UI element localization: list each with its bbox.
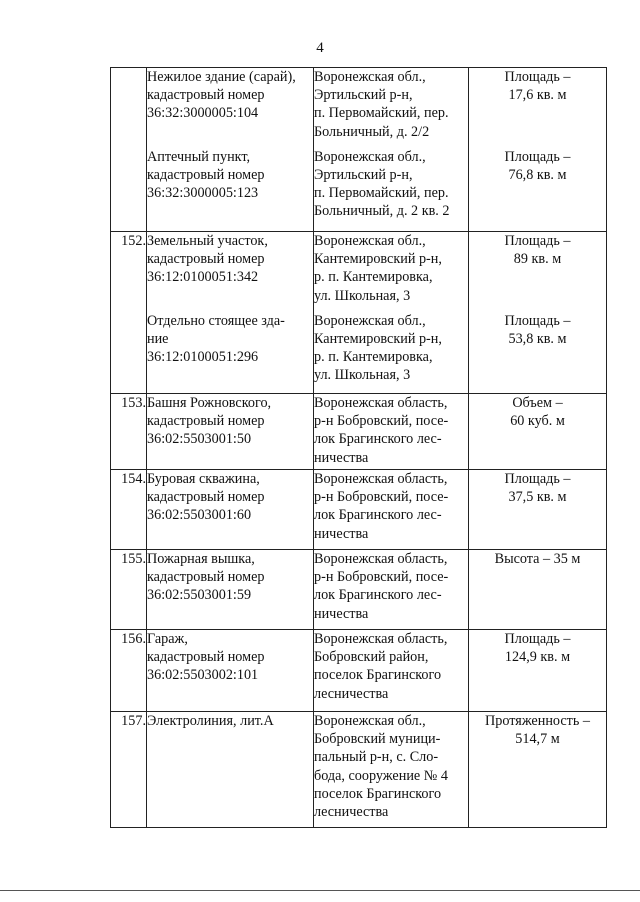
table-row xyxy=(111,312,607,394)
object-address: Воронежская область, Бобровский район, поселок Брагинского лесничества xyxy=(314,630,469,712)
row-number: 152. xyxy=(111,232,147,312)
row-number: 157. xyxy=(111,712,147,828)
object-name: Аптечный пункт, кадастровый номер 36:32:3000005:123 xyxy=(147,148,314,232)
object-address: Воронежская область, р-н Бобровский, посе- лок Брагинского лес- ничества xyxy=(314,550,469,630)
object-address: Воронежская обл., Эртильский р-н, п. Первомайский, пер. Больничный, д. 2/2 xyxy=(314,68,469,148)
object-address: Воронежская область, р-н Бобровский, посе- лок Брагинского лес- ничества xyxy=(314,470,469,550)
object-characteristics: Площадь – 53,8 кв. м xyxy=(469,312,607,394)
object-name: Отдельно стоящее зда- ние 36:12:0100051:296 xyxy=(147,312,314,394)
row-number: 155. xyxy=(111,550,147,630)
property-registry-table xyxy=(110,67,607,828)
object-name: Башня Рожновского, кадастровый номер 36:02:5503001:50 xyxy=(147,394,314,470)
table-row xyxy=(111,630,607,712)
object-address: Воронежская обл., Бобровский муници- пальный р-н, с. Сло- бода, сооружение № 4 поселок Брагинского лесничества xyxy=(314,712,469,828)
object-address: Воронежская обл., Эртильский р-н, п. Первомайский, пер. Больничный, д. 2 кв. 2 xyxy=(314,148,469,232)
object-name: Гараж, кадастровый номер 36:02:5503002:101 xyxy=(147,630,314,712)
object-name: Пожарная вышка, кадастровый номер 36:02:5503001:59 xyxy=(147,550,314,630)
row-number: 156. xyxy=(111,630,147,712)
object-name: Буровая скважина, кадастровый номер 36:02:5503001:60 xyxy=(147,470,314,550)
table-row xyxy=(111,68,607,148)
page-number: 4 xyxy=(316,40,324,56)
table-row xyxy=(111,712,607,828)
object-characteristics: Площадь – 124,9 кв. м xyxy=(469,630,607,712)
object-address: Воронежская область, р-н Бобровский, посе- лок Брагинского лес- ничества xyxy=(314,394,469,470)
table-row xyxy=(111,232,607,312)
object-address: Воронежская обл., Кантемировский р-н, р. п. Кантемировка, ул. Школьная, 3 xyxy=(314,232,469,312)
table-row xyxy=(111,394,607,470)
object-characteristics: Протяженность – 514,7 м xyxy=(469,712,607,828)
row-number xyxy=(111,148,147,232)
object-name: Земельный участок, кадастровый номер 36:12:0100051:342 xyxy=(147,232,314,312)
row-number xyxy=(111,312,147,394)
object-characteristics: Объем – 60 куб. м xyxy=(469,394,607,470)
row-number: 153. xyxy=(111,394,147,470)
object-characteristics: Площадь – 76,8 кв. м xyxy=(469,148,607,232)
table-row xyxy=(111,470,607,550)
row-number: 154. xyxy=(111,470,147,550)
object-characteristics: Площадь – 89 кв. м xyxy=(469,232,607,312)
object-name: Нежилое здание (сарай), кадастровый номер 36:32:3000005:104 xyxy=(147,68,314,148)
table-row xyxy=(111,550,607,630)
object-characteristics: Площадь – 17,6 кв. м xyxy=(469,68,607,148)
object-characteristics: Высота – 35 м xyxy=(469,550,607,630)
row-number xyxy=(111,68,147,148)
object-characteristics: Площадь – 37,5 кв. м xyxy=(469,470,607,550)
page-bottom-rule xyxy=(0,890,640,891)
object-name: Электролиния, лит.А xyxy=(147,712,314,828)
object-address: Воронежская обл., Кантемировский р-н, р. п. Кантемировка, ул. Школьная, 3 xyxy=(314,312,469,394)
table-row xyxy=(111,148,607,232)
